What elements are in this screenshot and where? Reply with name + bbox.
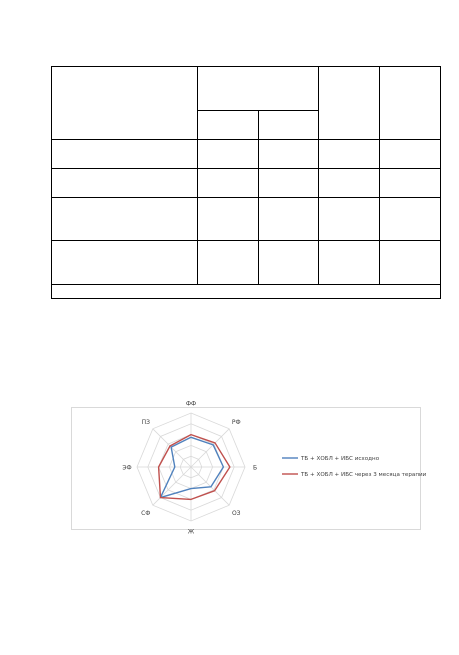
radar-axis-label: ОЗ (231, 509, 241, 517)
radar-axis-label: Б (252, 464, 258, 472)
radar-axis-label: СФ (141, 509, 151, 517)
radar-axis-label: ФФ (185, 400, 197, 408)
radar-axis-label: Ж (187, 528, 195, 536)
radar-axis-label: ЭФ (122, 464, 132, 472)
radar-axis-label: РФ (231, 419, 241, 427)
radar-axis-label: ПЗ (141, 419, 150, 427)
legend-entry: ТБ + ХОБЛ + ИБС через 3 месяца терапии (301, 472, 427, 478)
legend-entry: ТБ + ХОБЛ + ИБС исходно (301, 456, 380, 462)
data-table (52, 67, 441, 299)
table-outer-border (52, 67, 441, 299)
